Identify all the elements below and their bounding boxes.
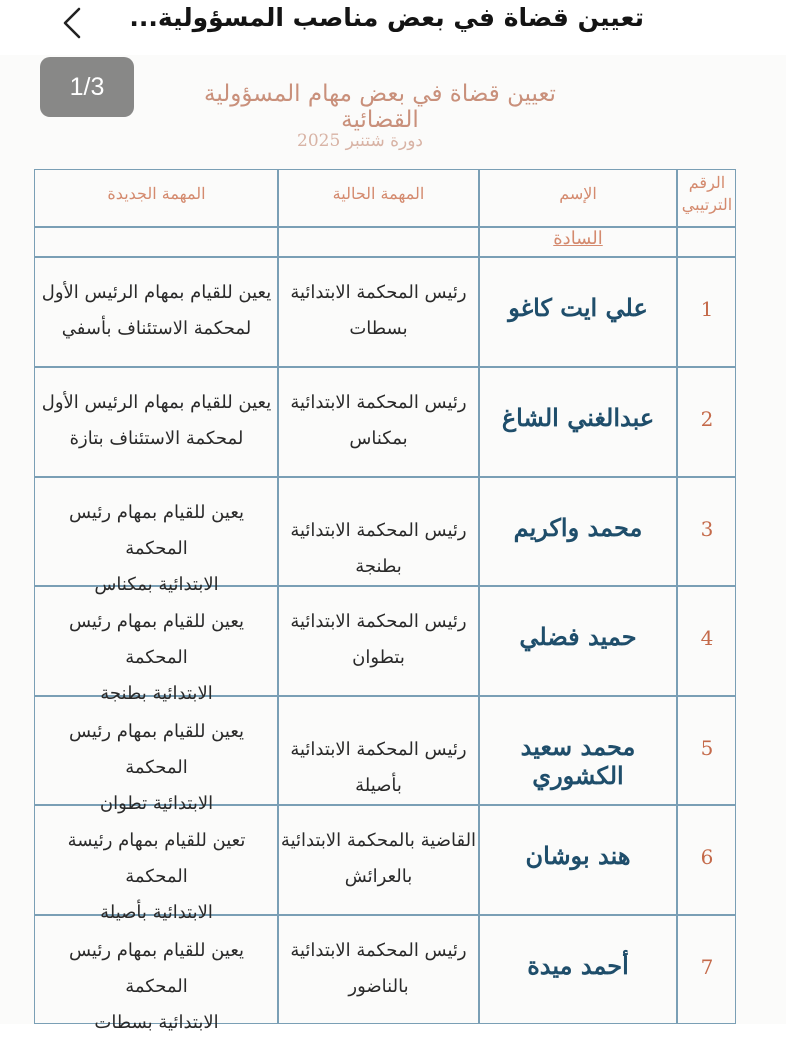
judge-name: عبدالغني الشاغ [501,403,655,432]
row-number: 1 [700,297,714,321]
new-role [35,714,278,822]
row-divider [35,476,735,478]
row-number: 6 [700,845,714,869]
current-role [278,604,479,676]
row-number: 4 [700,626,714,650]
current-role-line: رئيس المحكمة الابتدائية [290,940,467,961]
current-role [278,933,479,1005]
back-button[interactable] [54,4,90,42]
new-role [35,604,278,712]
new-role-line: يعين للقيام بمهام رئيس المحكمة [68,611,245,668]
current-role [278,732,479,804]
new-role-line: الابتدائية بطنجة [100,683,213,704]
row-divider [35,256,735,258]
judge-name: محمد سعيد الكشوري [520,731,636,790]
new-role [35,385,278,457]
honorific-label: السادة [553,228,603,249]
new-role-line: يعين للقيام بمهام الرئيس الأول [41,282,272,303]
judge-name: هند بوشان [525,841,631,870]
new-role-line: الابتدائية بمكناس [94,573,219,595]
header-new-role: المهمة الجديدة [107,184,206,203]
chevron-left-icon [61,7,83,39]
new-role-line: يعين للقيام بمهام رئيس المحكمة [68,940,245,997]
judge-name: أحمد ميدة [527,951,629,980]
new-role-line: الابتدائية بأصيلة [100,902,213,923]
row-divider [35,366,735,368]
current-role [278,275,479,347]
new-role-line: لمحكمة الاستئناف بتازة [69,428,244,449]
header-current-role: المهمة الحالية [332,184,425,203]
header-number-line1: الرقم [688,173,726,192]
current-role-line: بالناضور [348,976,409,997]
judge-name: محمد واكريم [513,512,643,542]
current-role [278,385,479,457]
judge-name: علي ايت كاغو [508,293,648,322]
current-role-line: بتطوان [352,647,405,668]
new-role [35,495,278,603]
page-title: تعيين قضاة في بعض مناصب المسؤولية... [129,3,644,32]
current-role-line: رئيس المحكمة الابتدائية بأصيلة [290,738,467,796]
current-role-line: القاضية بالمحكمة الابتدائية [280,830,477,851]
top-bar [0,0,786,50]
row-number: 5 [700,735,714,760]
current-role-line: بمكناس [349,428,408,449]
row-number: 7 [700,955,714,979]
page-counter-badge: 1/3 [40,57,134,117]
current-role-line: رئيس المحكمة الابتدائية [290,392,467,413]
new-role-line: تعين للقيام بمهام رئيسة المحكمة [67,830,246,887]
new-role-line: لمحكمة الاستئناف بأسفي [61,318,252,339]
new-role-line: الابتدائية بسطات [94,1012,219,1033]
header-number [677,172,737,216]
new-role-line: يعين للقيام بمهام الرئيس الأول [41,392,272,413]
row-number: 2 [700,407,714,431]
document-title: تعيين قضاة في بعض مهام المسؤولية القضائية [204,81,556,133]
current-role [278,823,479,895]
assignment-table [34,169,736,1033]
document-subtitle: دورة شتنبر 2025 [297,131,423,151]
current-role [278,513,479,585]
current-role-line: بالعرائش [344,866,413,887]
new-role-line: الابتدائية تطوان [99,792,214,814]
judge-name: حميد فضلي [519,622,637,651]
new-role [35,933,278,1041]
document-image[interactable] [0,55,786,1033]
header-number-line2: الترتيبي [681,195,733,214]
row-number: 3 [700,516,714,541]
header-name: الإسم [559,184,597,203]
current-role-line: بسطات [349,318,408,339]
new-role-line: يعين للقيام بمهام رئيس المحكمة [68,720,245,778]
current-role-line: رئيس المحكمة الابتدائية [290,282,467,303]
current-role-line: رئيس المحكمة الابتدائية بطنجة [290,519,467,577]
new-role-line: يعين للقيام بمهام رئيس المحكمة [68,501,245,559]
current-role-line: رئيس المحكمة الابتدائية [290,611,467,632]
new-role [35,275,278,347]
new-role [35,823,278,931]
